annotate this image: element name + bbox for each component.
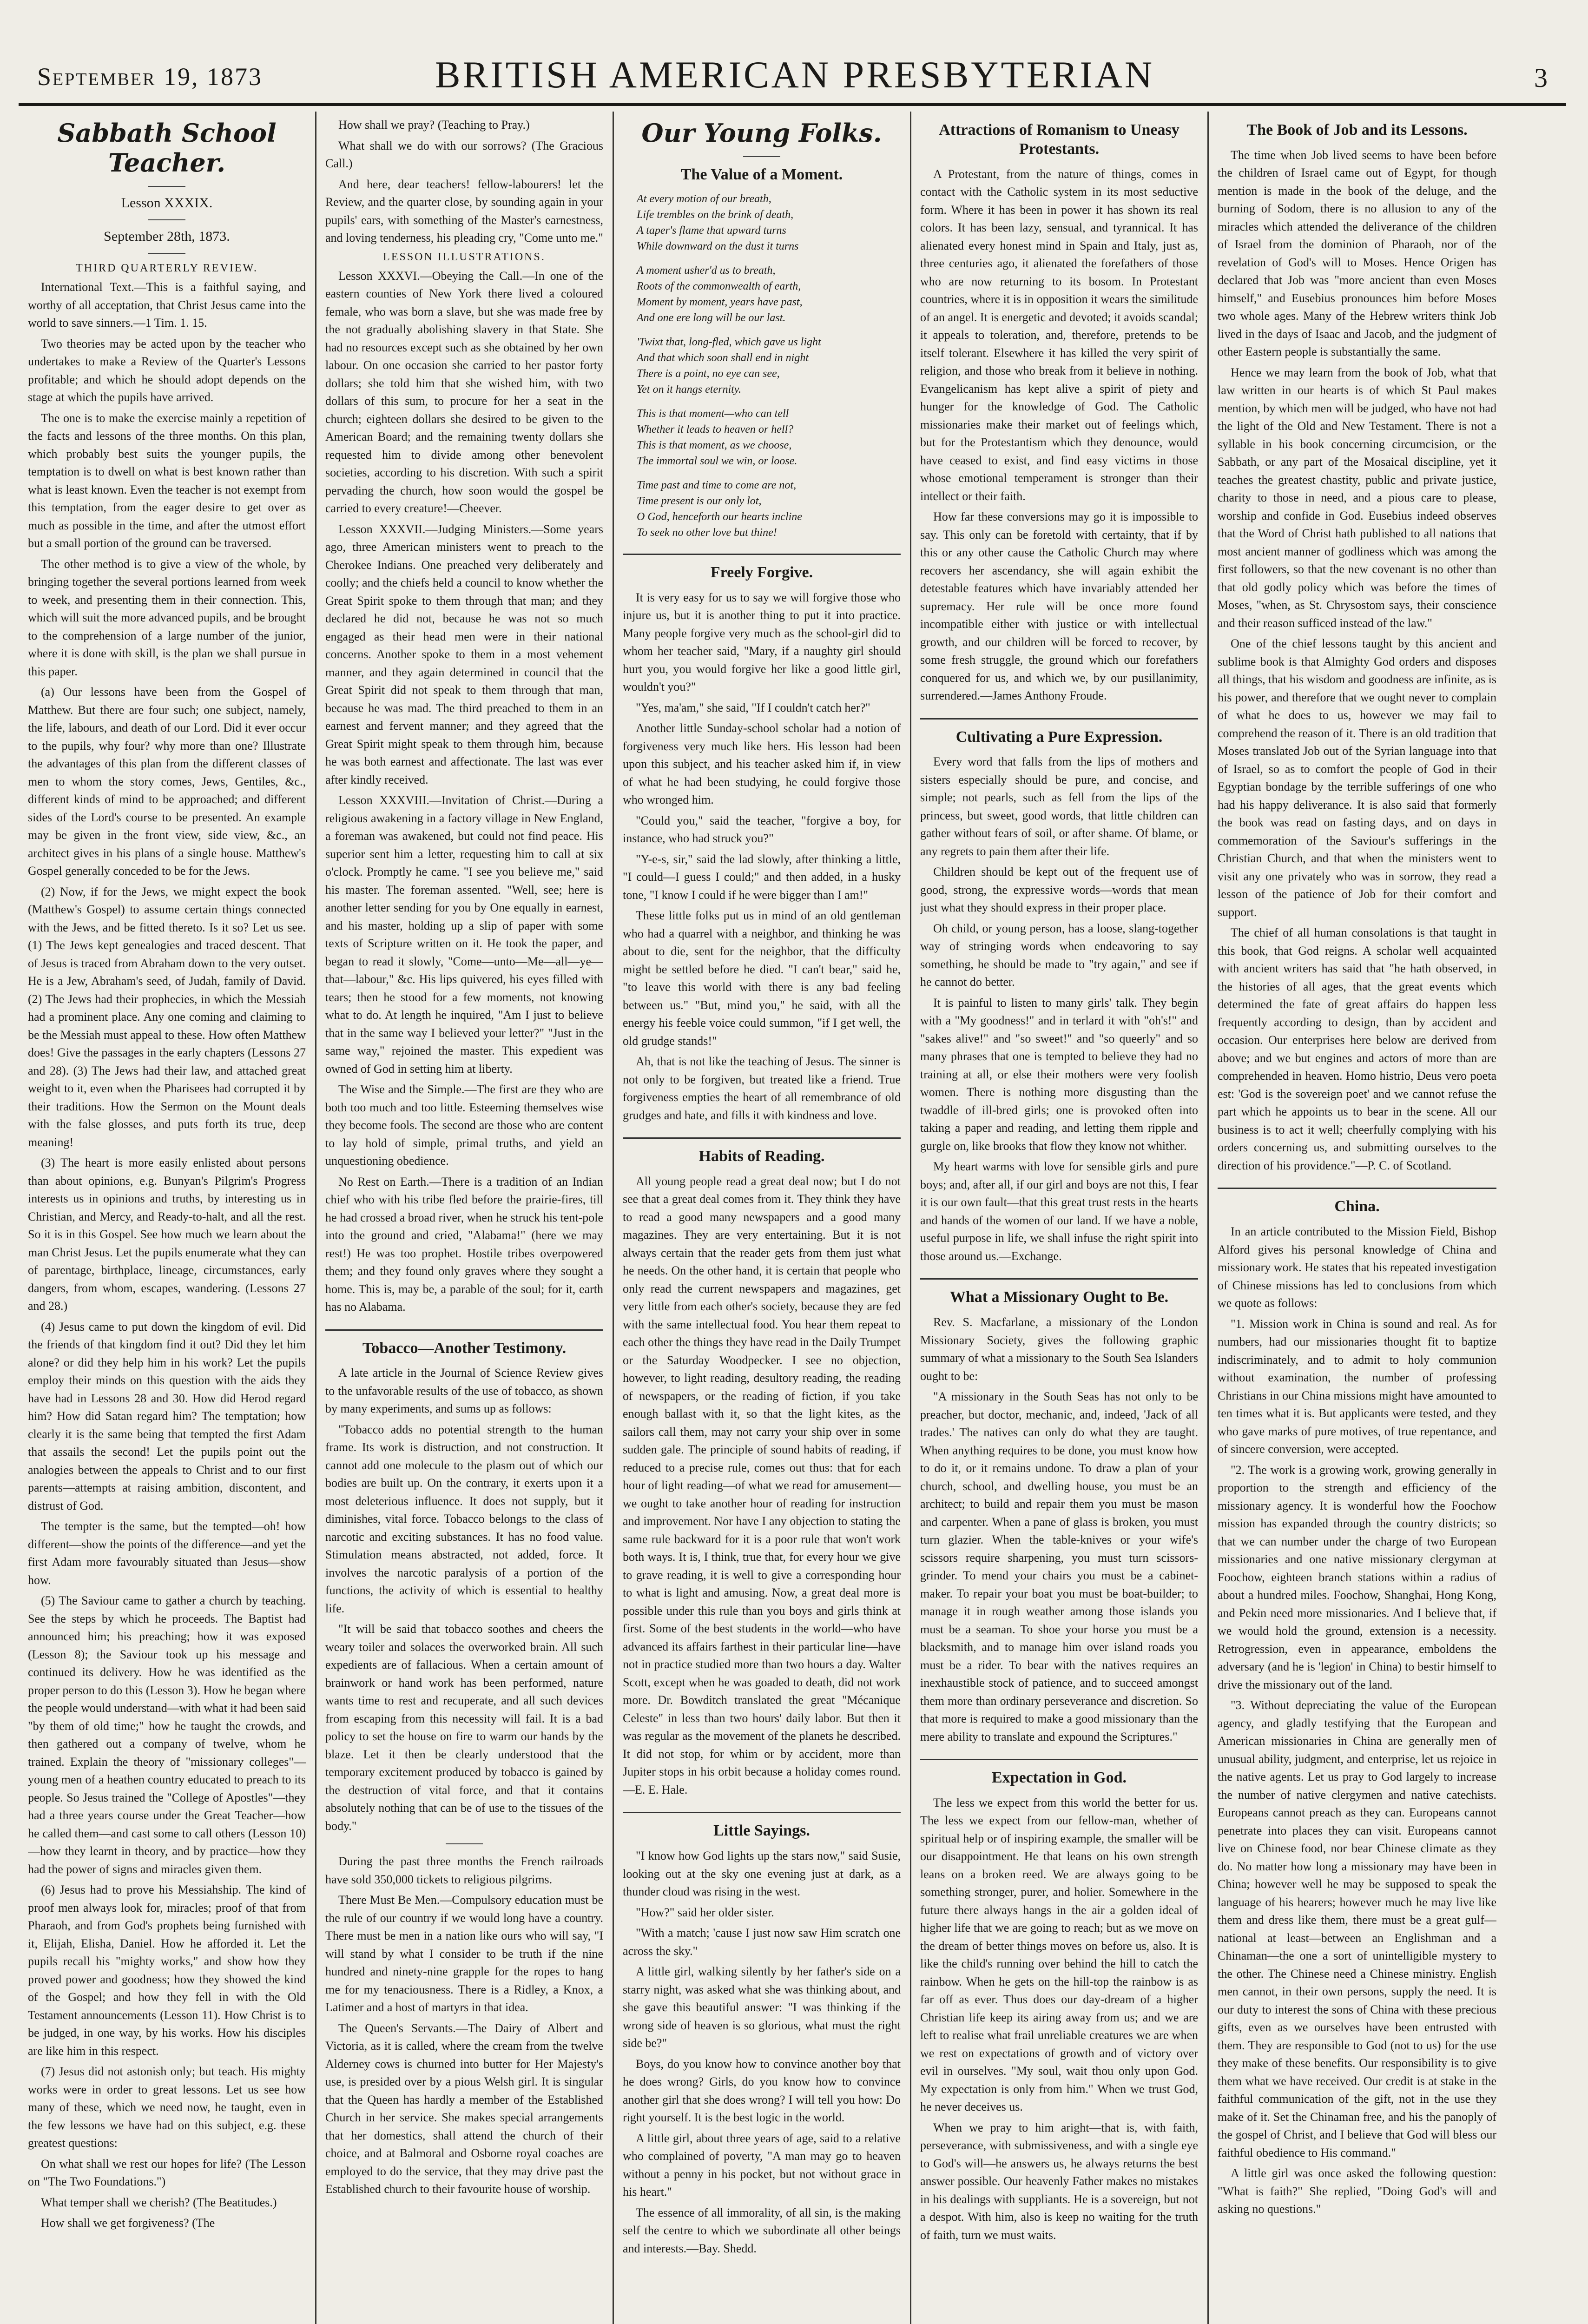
column-4 <box>920 116 1198 2324</box>
paragraph: And here, dear teachers! fellow-labourers! let the Review, and the quarter close, by sounding again in your pupils' ears, with something of the Master's earnestness, and loving tenderness, his pleading cry, "Come unto me." <box>325 177 603 244</box>
stanza-break <box>637 469 901 477</box>
divider <box>920 1759 1198 1760</box>
poem-line: This is that moment, as we choose, <box>637 439 792 451</box>
poem-line: Life trembles on the brink of death, <box>637 208 794 221</box>
paragraph: No Rest on Earth.—There is a tradition of an Indian chief who with his tribe fled before the prairie-fires, till he had crossed a broad river, when he struck his tent-pole into the ground and cried, "Alabama!" (here we may rest!) He was too prophet. Hostile tribes overpowered them; and they found only graves where they sought a home. This is, may be, a parable of the soul; for it, earth has no Alabama. <box>325 1175 603 1314</box>
paragraph: What shall we do with our sorrows? (The Gracious Call.) <box>325 139 603 170</box>
divider <box>920 718 1198 720</box>
column-divider <box>1207 112 1209 2324</box>
lesson-date: September 28th, 1873. <box>104 229 230 244</box>
article-heading: Freely Forgive. <box>710 563 813 581</box>
article-body <box>325 1364 603 1835</box>
paragraph: The Wise and the Simple.—The first are they who are both too much and too little. Esteeming themselves wise they become fools. The second are those who are content to lay hold of simple, primal truths, and yield an unquestioning obedience. <box>325 1083 603 1168</box>
paragraph: A little girl, about three years of age, said to a relative who complained of poverty, "A man may go to heaven without a penny in his pocket, but not without grace in his heart." <box>623 2131 901 2199</box>
column-divider <box>613 112 614 2324</box>
column-divider <box>910 112 911 2324</box>
poem-line: O God, henceforth our hearts incline <box>637 510 802 523</box>
poem-line: Roots of the commonwealth of earth, <box>637 280 801 292</box>
paragraph: Lesson XXXVIII.—Invitation of Christ.—During a religious awakening in a factory village in New England, a foreman was awakened, but could not find peace. His superior sent him a letter, requesting him to call at six o'clock. Promptly he came. "I see you believe me," said his master. The foreman assented. "Well, see; here is another letter sending for you by One equally in earnest, and his master, holding up a slip of paper with some texts of Scripture written on it. He took the paper, and began to read it slowly, "Come—unto—Me—all—ye—that—labour," &c. His lips quivered, his eyes filled with tears; then he stood for a few moments, not knowing what to do. At length he inquired, "Am I just to believe that in the same way I believed your letter?" "Just in the same way," rejoined the master. This expedient was owned of God in setting him at liberty. <box>325 793 603 1076</box>
paragraph: Two theories may be acted upon by the teacher who undertakes to make a Review of the Quarter's Lessons profitable; and which he should adopt depends on the stage at which the pupils have arrived. <box>28 337 306 404</box>
article-body <box>623 1847 901 2258</box>
article-body <box>920 1794 1198 2245</box>
paragraph: Lesson XXXVII.—Judging Ministers.—Some years ago, three American ministers went to preach to the Cherokee Indians. One preached very deliberately and coolly; and the chiefs held a council to know whether the Great Spirit spoke to them through that man; and they declared he did not, because he was not so much engaged as their head men were in their national concerns. Another spoke to them in a most vehement manner, and they again determined in council that the Great Spirit did not speak to them through that man, because he was mad. The third preached to them in an earnest and fervent manner; and they agreed that the Great Spirit might speak to them through him, because he was both earnest and affectionate. The last was ever after kindly received. <box>325 522 603 786</box>
article-heading: China. <box>1334 1198 1380 1215</box>
paragraph: The other method is to give a view of the whole, by bringing together the several portions learned from week to week, and presenting them in their connection. This, which will suit the more advanced pupils, and be brought to the comprehension of a large number of the junior, where it is done with skill, is the plan we shall pursue in this paper. <box>28 557 306 678</box>
poem-line: Time present is our only lot, <box>637 495 762 507</box>
section-heading: Sabbath School Teacher. <box>57 118 277 178</box>
poem-line: At every motion of our breath, <box>637 192 771 205</box>
paragraph: Ah, that is not like the teaching of Jesus. The sinner is not only to be forgiven, but treated like a friend. True forgiveness empties the heart of all remembrance of old grudges and hate, and fills it with kindness and love. <box>623 1055 901 1122</box>
paragraph: My heart warms with love for sensible girls and pure boys; and, after all, if our girl and boys are not this, I fear it is our own fault—that this great trust rests in the hearts and hands of the women of our land. If we have a noble, useful purpose in life, we shall infuse the right spirit into those around us.—Exchange. <box>920 1160 1198 1263</box>
paragraph: It is painful to listen to many girls' talk. They begin with a "My goodness!" and in terlard it with "oh's!" and "sakes alive!" and "so sweet!" and "so queerly" and so many phrases that one is tempted to believe they had no training at all, or else their mothers were very foolish women. There is nothing more disgusting than the twaddle of ill-bred girls; one is provoked often into taking a paper and reading, and letting them ripple and gurgle on, like brooks that flow they know not whither. <box>920 996 1198 1153</box>
article-body <box>920 1314 1198 1746</box>
paragraph: A late article in the Journal of Science Review gives to the unfavorable results of the use of tobacco, as shown by many experiments, and sums up as follows: <box>325 1366 603 1416</box>
article-heading: Tobacco—Another Testimony. <box>362 1339 567 1357</box>
paragraph: The less we expect from this world the better for us. The less we expect from our fellow-man, whether of spiritual help or of inspiring example, the smaller will be our disappointment. He that leans on his own strength leans on a broken reed. We are always going to be something stronger, purer, and holier. Somewhere in the future there always hangs in the air a golden ideal of higher life that we are going to reach; but as we move on the dream of better things moves on before us, also. It is like the child's running over behind the hill to catch the rainbow. When he gets on the hill-top the rainbow is as far off as ever. Thus does our day-dream of a higher Christian life keep its airing away from us; and we are left to realise what frail unreliable creatures we are when we rest on expectations of growth and of victory over evil in ourselves. "My soul, wait thou only upon God. My expectation is only from him." When we trust God, he never deceives us. <box>920 1796 1198 2114</box>
poem-line: Yet on it hangs eternity. <box>637 383 742 396</box>
article-heading: The Book of Job and its Lessons. <box>1246 121 1468 139</box>
paragraph: "3. Without depreciating the value of the European agency, and gladly testifying that the European and American missionaries in China are generally men of unusual ability, judgment, and enterprise, let us rejoice in the native agents. Let us pray to God largely to increase the number of native clergymen and native catechists. Europeans cannot preach as they can. Europeans cannot penetrate into places they can visit. Europeans cannot live on Chinese food, nor bear Chinese climate as they do. No matter how long a missionary may have been in China; however well he may be supposed to speak the language of his hearers; however much he may live like them and dress like them, there must be a great gulf—national at least—between an Englishman and a Chinaman—the one a sort of unintelligible mystery to the other. The Chinese need a Chinese ministry. English men cannot, in their own persons, supply the need. It is our duty to interest the sons of China with these precious gifts, even as we ourselves have been entrusted with them. They are responsible to God (not to us) for the use they make of these benefits. Our responsibility is to give them what we have received. Our credit is at stake in the faithful communication of the gift, not in the use they make of it. Set the Chinaman free, and his the panoply of the gospel of Christ, and I believe that God will bless our faithful obedience to His command." <box>1218 1698 1496 2159</box>
poem-line: The immortal soul we win, or loose. <box>637 455 797 467</box>
poem-line: This is that moment—who can tell <box>637 407 789 420</box>
article-body <box>1218 146 1496 1175</box>
paragraph: (2) Now, if for the Jews, we might expect the book (Matthew's Gospel) to assume certain things connected with the Jews, and be fitted thereto. Is it so? Let us see. (1) The Jews kept genealogies and traced descent. That of Jesus is traced from Abraham down to the very outset. He is a Jew, Abraham's seed, of Judah, family of David. (2) The Jews had their prophecies, in which the Messiah had a prominent place. Any one coming and claiming to be the Messiah must appeal to these. How often Matthew does! Give the passages in the early chapters (Lessons 27 and 28). (3) The Jews had their law, and attached great weight to it, even when the Pharisees had corrupted it by their traditions. How the Sermon on the Mount deals with the false glosses, and puts forth its true, deep meaning! <box>28 885 306 1149</box>
divider <box>148 186 185 187</box>
paragraph: Boys, do you know how to convince another boy that he does wrong? Girls, do you know how to convince another girl that she does wrong? I will tell you how: Do right yourself. It is the best logic in the world. <box>623 2057 901 2125</box>
paragraph: "With a match; 'cause I just now saw Him scratch one across the sky." <box>623 1926 901 1958</box>
paragraph: On what shall we rest our hopes for life? (The Lesson on "The Two Foundations.") <box>28 2157 306 2188</box>
article-body <box>28 278 306 2232</box>
paragraph: The one is to make the exercise mainly a repetition of the facts and lessons of the three months. On this plan, which probably best suits the younger pupils, the temptation is to dwell on what is best known rather than what is least known. Even the teacher is not exempt from this temptation, from the eager desire to get over as much as possible in the time, and after the utmost effort but a small portion of the ground can be traversed. <box>28 411 306 550</box>
paragraph: One of the chief lessons taught by this ancient and sublime book is that Almighty God orders and disposes all things, that his wisdom and goodness are infinite, as is his power, and therefore that we ought never to complain of what he does to us, however we may fail to comprehend the reason of it. There is an old tradition that Moses translated Job out of the Syrian language into that of Israel, so as to comfort the people of God in their Egyptian bondage by the terrible sufferings of one who had his happy deliverance. It is also said that formerly the book was read on fasting days, and on days in commemoration of the Saviour's sufferings in the Christian Church, and that when the ministers went to visit any one privately who was in sorrow, they read a lesson of the patience of Job for their comfort and support. <box>1218 637 1496 919</box>
article-body <box>325 267 603 1316</box>
paragraph: During the past three months the French railroads have sold 350,000 tickets to religious pilgrims. <box>325 1855 603 1886</box>
column-2 <box>325 116 603 2324</box>
paragraph: Every word that falls from the lips of mothers and sisters especially should be pure, and concise, and simple; not pearls, such as fell from the lips of the princess, but sweet, good words, that little children can gather without fears of soil, or after shame. Of blame, or any regrets to pain them after their life. <box>920 755 1198 858</box>
paragraph: "A missionary in the South Seas has not only to be preacher, but doctor, mechanic, and, indeed, 'Jack of all trades.' The natives can only do what they are taught. When anything requires to be done, you must know how to do it, or it remains undone. To draw a plan of your church, school, and dwelling house, you must be an architect; to build and repair them you must be mason and carpenter. When a pane of glass is broken, you must turn glazier. When the table-knives or your wife's scissors require sharpening, you must turn scissors-grinder. To mend your chairs you must be a cabinet-maker. To repair your boat you must be boat-builder; to manage it in rough weather among those islands you must be a seaman. To shoe your horse you must be a blacksmith, and to manage him over island roads you must be a rider. To bear with the natives requires an inexhaustible stock of patience, and to succeed amongst them more than ordinary perseverance and discretion. So that more is required to make a good missionary than the mere ability to translate and expound the Scriptures." <box>920 1390 1198 1743</box>
paragraph: (6) Jesus had to prove his Messiahship. The kind of proof men always look for, miracles; proof of that from Pharaoh, and from God's prophets being furnished with it, Elijah, Elisha, Daniel. How he afforded it. Let the pupils recall his "mighty works," and show how they proved power and goodness; how they showed the kind of the Gospel; and how they fell in with the Old Testament announcements (Lesson 11). How Christ is to be judged, in one way, by his works. How his disciples are like him in this respect. <box>28 1883 306 2058</box>
poem-line: To seek no other love but thine! <box>637 526 777 539</box>
issue-date: September 19, 1873 <box>37 63 263 91</box>
section-heading: Our Young Folks. <box>641 118 882 148</box>
column-5 <box>1218 116 1496 2324</box>
article-body <box>920 165 1198 705</box>
divider <box>623 1137 901 1139</box>
divider <box>148 219 185 220</box>
article-body <box>623 589 901 1125</box>
paragraph: The Queen's Servants.—The Dairy of Albert and Victoria, as it is called, where the cream from the twelve Alderney cows is churned into butter for Her Majesty's use, is presided over by a pious Welsh girl. It is singular that the Queen has hardly a member of the Established Church in her service. She makes special arrangements that her domestics, shall attend the church of their choice, and at Balmoral and Osborne royal coaches are employed to do the service, that they may drive past the Established church to their favourite house of worship. <box>325 2021 603 2196</box>
paragraph: Oh child, or young person, has a loose, slang-together way of stringing words when endeavoring to say something, he should be made to "try again," and see if he cannot do better. <box>920 921 1198 989</box>
poem-line: And that which soon shall end in night <box>637 351 809 364</box>
article-heading: Habits of Reading. <box>698 1148 825 1165</box>
article-body <box>325 116 603 247</box>
poem-line: Moment by moment, years have past, <box>637 296 803 308</box>
paragraph: How shall we get forgiveness? (The <box>41 2216 215 2230</box>
paragraph: The essence of all immorality, of all sin, is the making self the centre to which we subordinate all other beings and interests.—Bay. Shedd. <box>623 2205 901 2255</box>
article-heading: Cultivating a Pure Expression. <box>955 728 1163 746</box>
poem-line: 'Twixt that, long-fled, which gave us light <box>637 336 821 348</box>
paragraph: The time when Job lived seems to have been before the children of Israel came out of Egypt, for though mention is made in the book of the deluge, and the burning of Sodom, there is no allusion to any of the miracles which attended the deliverance of the children of Israel from the dominion of Pharaoh, nor of the revelation of God's will to Moses. Hence Origen has declared that Job was "more ancient than even Moses himself," and Eusebius pronounces him before Moses two whole ages. Many of the Hebrew writers think Job lived in the days of Isaac and Jacob, and the judgment of other Eastern people is substantially the same. <box>1218 148 1496 359</box>
divider <box>148 253 185 254</box>
article-body <box>1218 1223 1496 2218</box>
paragraph: Another little Sunday-school scholar had a notion of forgiveness very much like hers. His lesson had been upon this subject, and his teacher asked him if, in view of what he had been studying, he could forgive those who wronged him. <box>623 721 901 807</box>
paragraph: How far these conversions may go it is impossible to say. This only can be foretold with certainty, that if by this or any other cause the Catholic Church may where recovers her ascendancy, she will again exhibit the detestable features which have invariably attended her supremacy. Her rule will be once more found incompatible either with justice or with intellectual growth, and our children will be forced to recover, by some fresh struggle, the ground which our forefathers conquered for us, and which we, by our pusillanimity, surrendered.—James Anthony Froude. <box>920 510 1198 703</box>
paragraph: The chief of all human consolations is that taught in this book, that God reigns. A scholar well acquainted with ancient writers has said that "he hath observed, in the histories of all ages, that the great events which determined the fate of great affairs do happen less frequently according to design, than by accident and occasion. Our enterprises here below are derived from above; and we but engines and actors of more than are comprehended in heaven. Homo histrio, Deus vero poeta est: 'God is the sovereign poet' and we cannot refuse the part which he appoints us to bear in the scene. All our business is to act it well; cheerfully complying with his orders concerning us, and submitting ourselves to the direction of his providence."—P. C. of Scotland. <box>1218 926 1496 1172</box>
paragraph: Rev. S. Macfarlane, a missionary of the London Missionary Society, gives the following graphic summary of what a missionary to the South Sea Islanders ought to be: <box>920 1315 1198 1383</box>
paragraph: In an article contributed to the Mission Field, Bishop Alford gives his personal knowledge of China and missionary work. He states that his repeated investigation of Chinese missions has led to conclusions from which we quote as follows: <box>1218 1225 1496 1310</box>
lesson-subheading: THIRD QUARTERLY REVIEW. <box>75 262 258 274</box>
divider <box>743 156 780 157</box>
article-body <box>623 1173 901 1799</box>
masthead <box>28 51 1562 102</box>
paragraph: (4) Jesus came to put down the kingdom of evil. Did the friends of that kingdom find it out? Did they let him alone? or did they help him in his work? Let the pupils employ their minds on this question with the aids they have had in Lessons 28 and 30. How did Herod regard him? How did Satan regard him? The temptation; how clearly it is the same being that tempted the first Adam that assails the second! Let the pupils point out the analogies between the appeals to Christ and to our first parents—attempts at raising ambition, discontent, and distrust of God. <box>28 1320 306 1512</box>
paragraph: Lesson XXXVI.—Obeying the Call.—In one of the eastern counties of New York there lived a coloured female, who was born a slave, but she was made free by the not gradually abolishing slavery in that State. She had no resources except such as she obtained by her own labour. On one occasion she carried to her pastor forty dollars; she told him that she wished him, with two dollars of this sum, to procure for her a seat in the church; eighteen dollars she desired to be given to the American Board; and the remaining twenty dollars she requested him to divide among other benevolent societies, according to his discretion. With such a spirit pervading the church, how soon would the gospel be carried to every creature!—Cheever. <box>325 269 603 515</box>
paragraph: "Yes, ma'am," she said, "If I couldn't catch her?" <box>636 700 870 714</box>
paragraph: "2. The work is a growing work, growing generally in proportion to the strength and efficiency of the missionary agency. It is wonderful how the Foochow mission has expanded through the country districts; so that we can number under the charge of two European missionaries and one native missionary clergyman at Foochow, eighteen branch stations within a radius of about a hundred miles. Foochow, Shanghai, Hong Kong, and Pekin need more missionaries. And I believe that, if we would hold the ground, extension is a necessity. Retrogression, even in appearance, emboldens the adversary (and he is 'legion' in China) to bestir himself to drive the missionary out of the land. <box>1218 1463 1496 1691</box>
poem <box>623 191 901 541</box>
paragraph: These little folks put us in mind of an old gentleman who had a quarrel with a neighbor, and thinking he was about to die, sent for the neighbor, that the difficulty might be settled before he died. "I can't bear," said he, "to leave this world with there is any bad feeling between us." "But, mind you," he said, with all the energy his feeble voice could summon, "if I get well, the old grudge stands!" <box>623 909 901 1048</box>
paragraph: Hence we may learn from the book of Job, what that law written in our hearts is of which St Paul makes mention, by which men will be judged, who have not had the light of the Old and New Testament. There is not a syllable in his book concerning circumcision, or the Sabbath, or any part of the Mosaical discipline, yet it teaches the greatest chastity, public and private justice, charity to those in need, and a pious care to please, worship and confide in God. Eusebius indeed observes that the Word of Christ hath published to all nations that most ancient manner of godliness which was among the first followers, so that the new covenant is no other than that old godly policy which was before the times of Moses, "when, as St. Chrysostom says, their conscience and their reason sufficed instead of the law." <box>1218 365 1496 630</box>
paragraph: (5) The Saviour came to gather a church by teaching. See the steps by which he proceeds. The Baptist had announced him; his preaching; how it was exposed (Lesson 8); the Saviour took up his message and continued its delivery. How he was identified as the proper person to do this (Lesson 3). How he began where the people would understand—with what it had been said "by them of old time;" how he taught the crowds, and then gathered out a company of twelve, whom he trained. Explain the theory of "missionary colleges"—young men of a heathen country educated to preach to its people. So Jesus trained the "College of Apostles"—they had a three years course under the Great Teacher—how he called them—and cast some to call others (Lesson 10)—how they learnt in theory, and by practice—how they had the power of signs and miracles given them. <box>28 1594 306 1876</box>
poem-line: Time past and time to come are not, <box>637 479 797 491</box>
paragraph: When we pray to him aright—that is, with faith, perseverance, with submissiveness, and with a single eye to God's will—he answers us, he always returns the best answer possible. Our heavenly Father makes no mistakes in his dealings with suppliants. He is a sovereign, but not a despot. With him, also is keep no waiting for the truth of faith, turn we must waits. <box>920 2120 1198 2242</box>
poem-line: A moment usher'd us to breath, <box>637 264 776 277</box>
poem-line: While downward on the dust it turns <box>637 240 799 252</box>
paragraph: There Must Be Men.—Compulsory education must be the rule of our country if we would long have a country. There must be men in a nation like ours who will say, "I will stand by what I consider to be truth if the nine hundred and ninety-nine grapple for the ropes to hang me for my tenaciousness. There is a Ridley, a Knox, a Latimer and a host of martyrs in that idea. <box>325 1893 603 2014</box>
poem-line: Whether it leads to heaven or hell? <box>637 423 794 436</box>
poem-line: And one ere long will be our last. <box>637 311 786 324</box>
newspaper-title: BRITISH AMERICAN PRESBYTERIAN <box>435 53 1155 96</box>
paragraph: "Tobacco adds no potential strength to the human frame. Its work is distruction, and not construction. It cannot add one molecule to the plasm out of which our bodies are built up. On the contrary, it exerts upon it a most deleterious influence. It does not supply, but it diminishes, vital force. Tobacco belongs to the class of narcotic and exciting substances. It has no food value. Stimulation means abstracted, not added, force. It involves the narcotic paralysis of a portion of the functions, the activity of which is essential to healthy life. <box>325 1422 603 1615</box>
paragraph: "Y-e-s, sir," said the lad slowly, after thinking a little, "I could—I guess I could;" and then added, in a husky tone, "I know I could if he were bigger than I am!" <box>623 852 901 902</box>
article-heading: Little Sayings. <box>713 1822 810 1840</box>
article-heading: The Value of a Moment. <box>680 166 843 183</box>
stanza-break <box>637 397 901 406</box>
poem-line: A taper's flame that upward turns <box>637 224 786 237</box>
paragraph: "It will be said that tobacco soothes and cheers the weary toiler and solaces the overworked brain. All such expedients are of fallacious. When a certain amount of brainwork or hand work has been performed, nature wants time to rest and recuperate, and all such devices from escaping from this necessity will fail. It is a bad policy to set the house on fire to warm our hands by the blaze. Let it then be clearly understood that the temporary excitement produced by tobacco is gained by the destruction of vital force, and that it contains absolutely nothing that can be of use to the tissues of the body." <box>325 1622 603 1833</box>
paragraph: (3) The heart is more easily enlisted about persons than about opinions, e.g. Bunyan's Pilgrim's Progress interests us in opinions and truths, by interesting us in Christian, and Mercy, and Ready-to-halt, and all the rest. So it is in this Gospel. See how much we learn about the man Christ Jesus. Let the pupils enumerate what they can of parentage, birthplace, lineage, circumstances, early dangers, from whom, escapes, wandering. (Lessons 27 and 28.) <box>28 1156 306 1313</box>
article-heading: Expectation in God. <box>992 1769 1127 1787</box>
article-body <box>325 1853 603 2199</box>
paragraph: What temper shall we cherish? (The Beatitudes.) <box>41 2195 277 2209</box>
stanza-break <box>637 326 901 334</box>
divider <box>920 1278 1198 1280</box>
paragraph: "I know how God lights up the stars now," said Susie, looking out at the sky one evening just at dark, as a thunder cloud was rising in the west. <box>623 1849 901 1899</box>
article-body <box>920 753 1198 1265</box>
paragraph: "How?" said her older sister. <box>636 1905 774 1919</box>
paragraph: All young people read a great deal now; but I do not see that a great deal comes from it. They think they have to read a good many newspapers and a good many magazines. They are very entertaining. But it is not always certain that the reader gets from them just what he needs. On the other hand, it is certain that people who only read the current newspapers and magazines, get very little from each other's society, because they are fed with the same intellectual food. You hear them repeat to each other the things they have read in the Daily Trumpet or the Saturday Woodpecker. I see no objection, however, to light reading, desultory reading, the reading of newspapers, or the reading of fiction, if you take enough ballast with it, so that the light kites, as the sailors call them, may not carry your ship over in some sudden gale. The principle of sound habits of reading, if reduced to a precise rule, comes out thus: that for each hour of light reading—of what we read for amusement—we ought to take another hour of reading for instruction and improvement. Nor have I any objection to stating the same rule backward for it is a poor rule that won't work both ways. It is, I think, true that, for every hour we give to grave reading, it is well to give a corresponding hour to what is light and amusing. Now, a great deal more is possible under this rule than you boys and girls think at first. Some of the best students in the world—who have advanced its affairs farthest in their particular line—have not in practice studied more than two hours a day. Walter Scott, except when he was goaded to death, did not work more. Dr. Bowditch translated the great "Mécanique Celeste" in less than two hours' daily labor. But then it was regular as the movement of the planets he described. It did not stop, for whim or by accident, more than Jupiter stops in his orbit because a holiday comes round.—E. E. Hale. <box>623 1174 901 1796</box>
paragraph: "Could you," said the teacher, "forgive a boy, for instance, who had struck you?" <box>623 813 901 845</box>
lesson-number: Lesson XXXIX. <box>121 195 213 211</box>
paragraph: It is very easy for us to say we will forgive those who injure us, but it is another thing to put it into practice. Many people forgive very much as the school-girl did to whom her teacher said, "Mary, if a naughty girl should hurt you, you would forgive her like a good little girl, wouldn't you?" <box>623 590 901 694</box>
paragraph: A Protestant, from the nature of things, comes in contact with the Catholic system in its most seductive form. Where it has been in power it has shown its real colors. It has been lazy, sensual, and tyrannical. It has alienated every honest mind in Spain and Italy, just as, three centuries ago, it alienated the forefathers of those who are now returning to its bosom. In Protestant countries, where it is in opposition it wears the similitude of an angel. It is energetic and devoted; it avoids scandal; it appeals to toleration, and, therefore, pretends to be itself tolerant. Elsewhere it has killed the very spirit of religion, and those who break from it believe in nothing. Evangelicanism has kept alive a spirit of piety and hunger for the knowledge of God. The Catholic missionaries make their market out of feelings which, but for the Protestantism which they denounce, would have ceased to exist, and find easy victims in those whose emotional temperament is stronger than their intellect or their faith. <box>920 167 1198 503</box>
paragraph: (7) Jesus did not astonish only; but teach. His mighty works were in order to great lessons. Let us see how many of these, which we need now, he taught, even in the few lessons we have had on this subject, e.g. these greatest questions: <box>28 2065 306 2150</box>
paragraph: International Text.—This is a faithful saying, and worthy of all acceptation, that Christ Jesus came into the world to save sinners.—1 Tim. 1. 15. <box>28 280 306 330</box>
divider <box>623 554 901 555</box>
paragraph: A little girl, walking silently by her father's side on a starry night, was asked what she was thinking about, and she gave this beautiful answer: "I was thinking if the wrong side of heaven is so glorious, what must the right side be?" <box>623 1965 901 2050</box>
paragraph: "1. Mission work in China is sound and real. As for numbers, had our missionaries thought fit to baptize indiscriminately, and to admit to holy communion without examination, the number of professing Christians in our China missions might have amounted to ten times what it is. But applicants were tested, and they who gave marks of pure motives, of true repentance, and of sincere conversion, were accepted. <box>1218 1317 1496 1456</box>
paragraph: The tempter is the same, but the tempted—oh! how different—show the points of the difference—and yet the first Adam more favourably situated than Jesus—show how. <box>28 1519 306 1587</box>
divider <box>1218 1188 1496 1189</box>
page-number: 3 <box>1534 63 1548 93</box>
paragraph: Children should be kept out of the frequent use of good, strong, the expressive words—words that mean just what they should express in their proper place. <box>920 865 1198 915</box>
divider <box>325 1329 603 1331</box>
masthead-rule <box>19 103 1566 106</box>
column-1 <box>28 116 306 2324</box>
article-heading: Attractions of Romanism to Uneasy Protestants. <box>939 121 1179 158</box>
stanza-break <box>637 254 901 263</box>
divider <box>623 1812 901 1813</box>
paragraph: How shall we pray? (Teaching to Pray.) <box>338 118 530 132</box>
column-3 <box>623 116 901 2324</box>
illustrations-heading: LESSON ILLUSTRATIONS. <box>383 251 546 263</box>
poem-line: There is a point, no eye can see, <box>637 367 780 380</box>
divider <box>446 1843 483 1844</box>
column-divider <box>315 112 316 2324</box>
paragraph: (a) Our lessons have been from the Gospel of Matthew. But there are four such; one subject, namely, the life, labours, and death of our Lord. Did it ever occur to the pupils, why four? why more than one? Illustrate the advantages of this plan from the different classes of men to whom the story comes, Jews, Gentiles, &c., different kinds of mind to be approached; and different sides of the Lord's course to be presented. An example may be given in the front view, side view, &c., an architect gives in his plans of a single house. Matthew's Gospel generally conceded to be for the Jews. <box>28 685 306 878</box>
paragraph: A little girl was once asked the following question: "What is faith?" She replied, "Doing God's will and asking no questions." <box>1218 2166 1496 2216</box>
article-heading: What a Missionary Ought to Be. <box>949 1288 1169 1306</box>
